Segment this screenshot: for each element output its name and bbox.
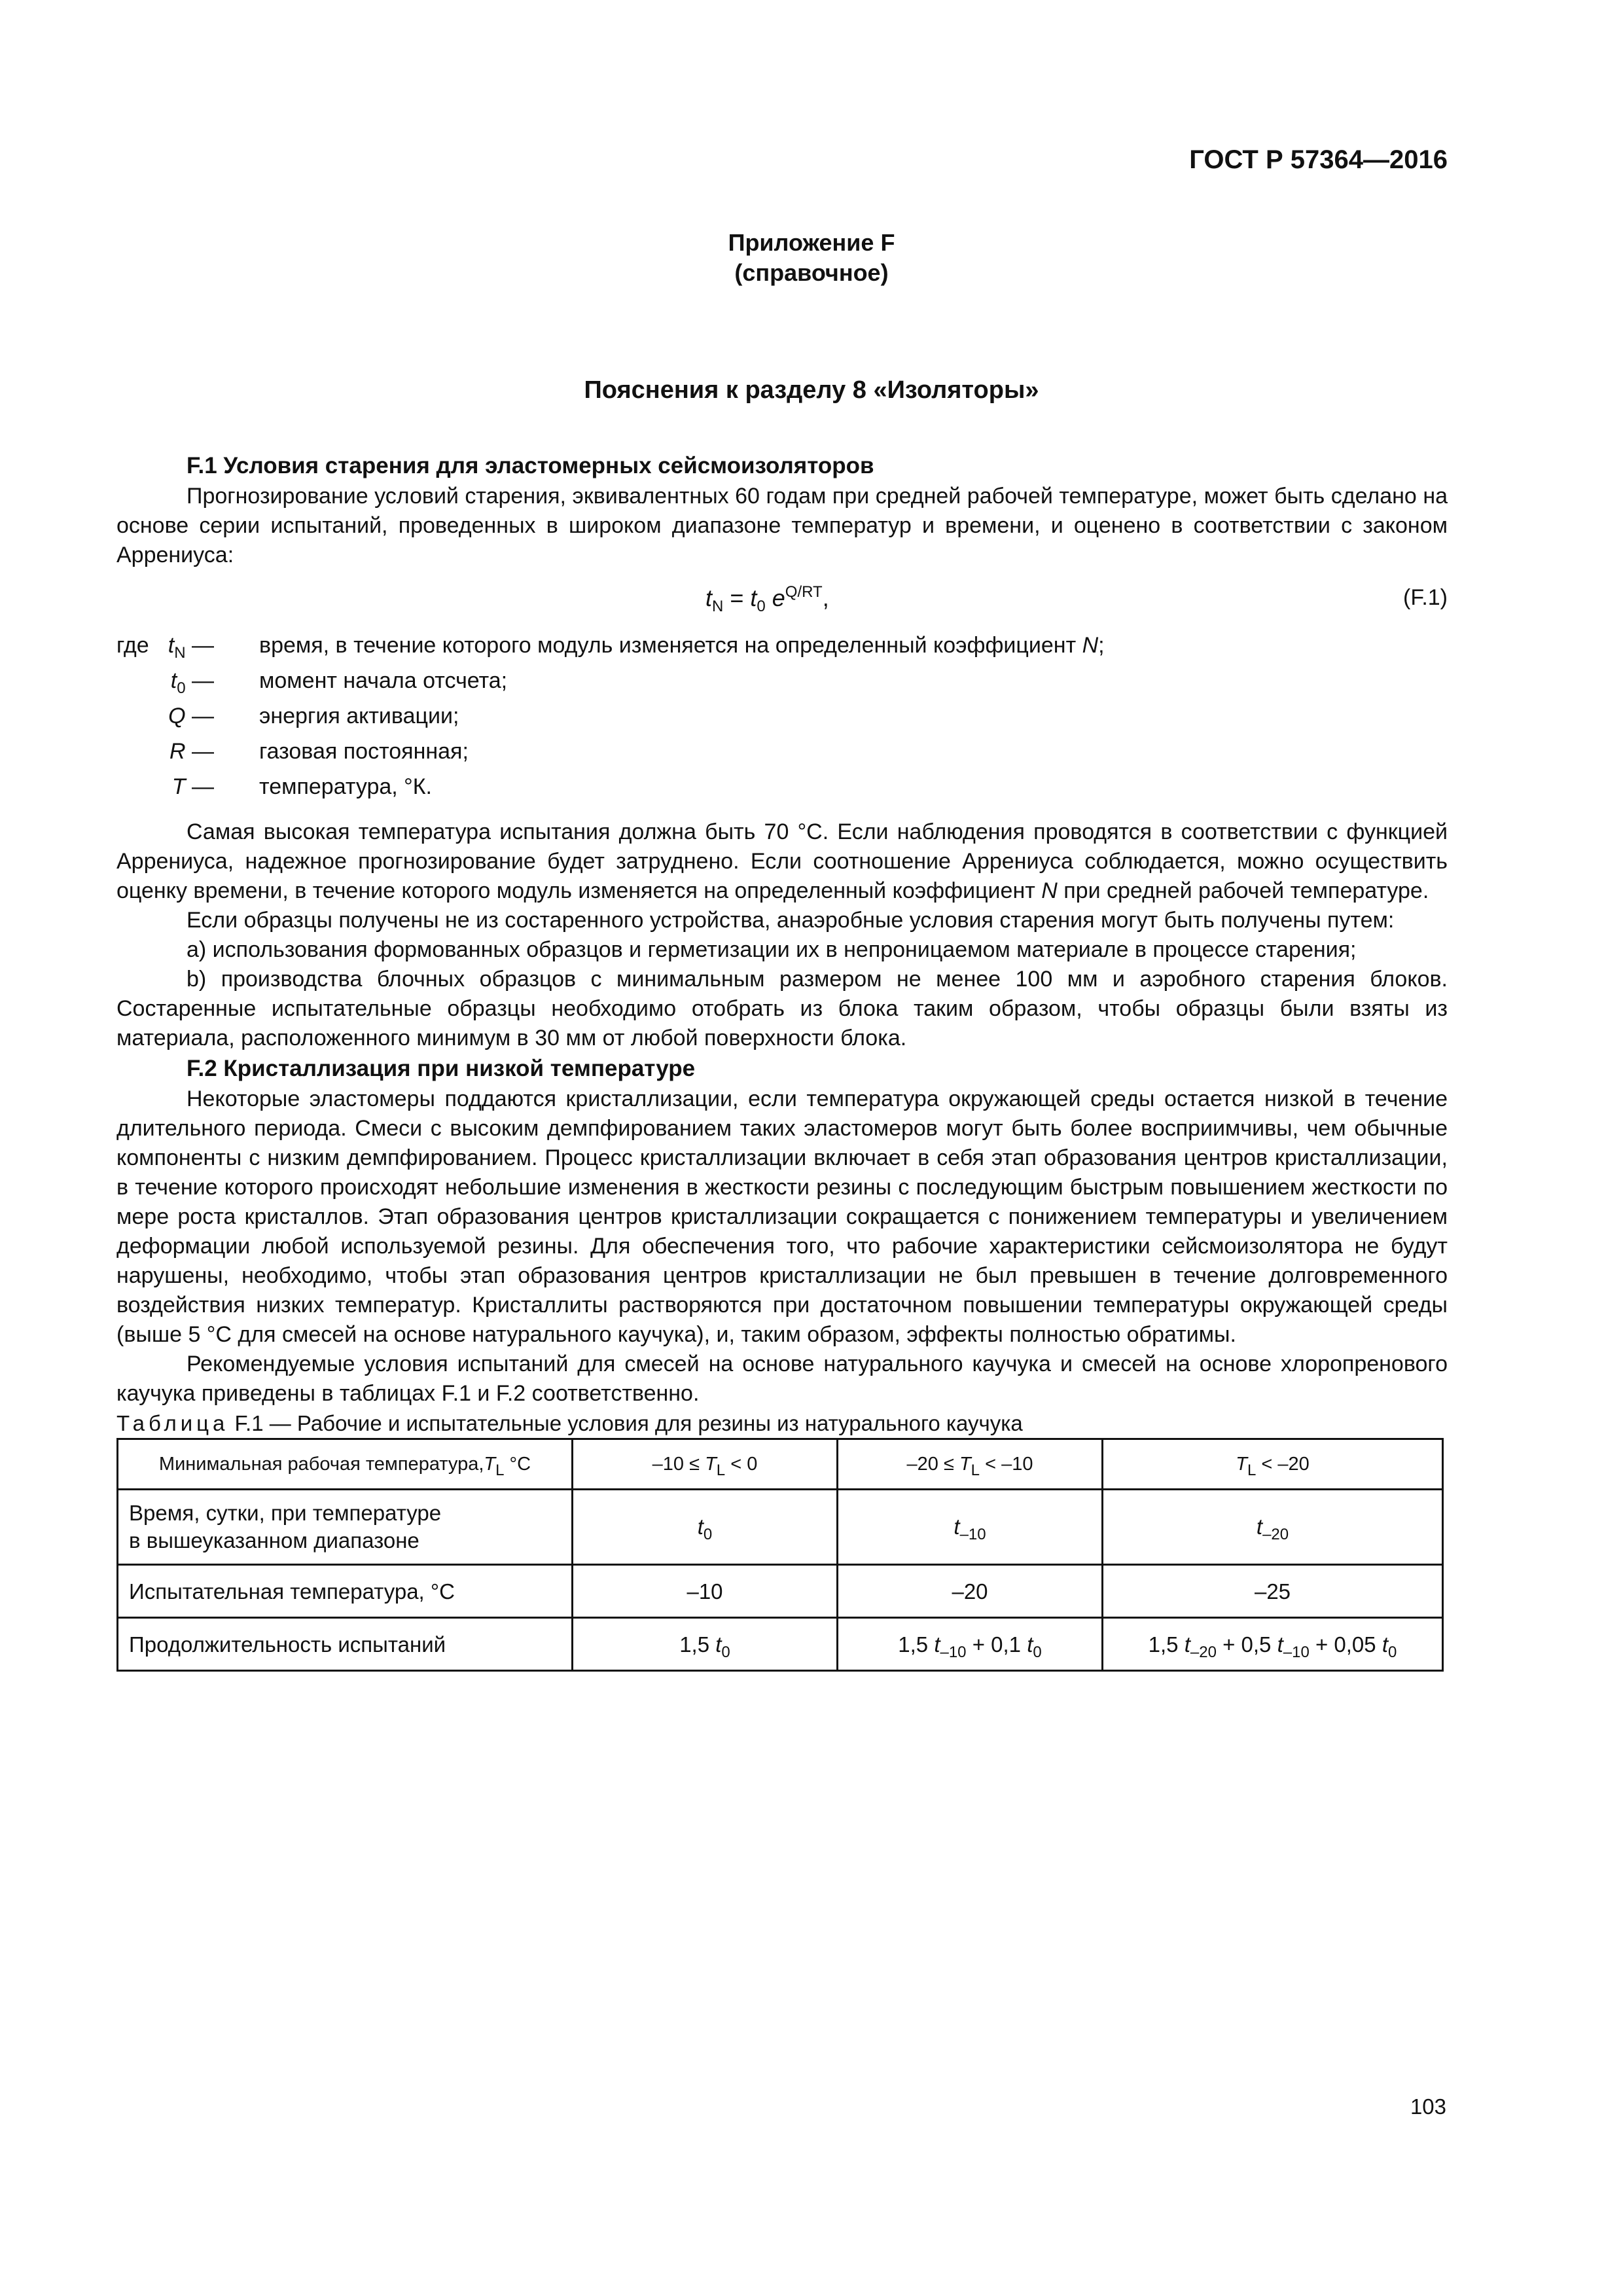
arrhenius-formula: $t_N = t_0$ $e^{Q/RT}$, (705, 583, 829, 615)
f1-heading: F.1 Условия старения для эластомерных сейсмоизоляторов (187, 453, 874, 478)
where-label: где (116, 633, 149, 658)
header-cell-range-3: $T_L < -20$ (1103, 1439, 1443, 1490)
table-row-time (118, 1490, 1443, 1565)
f1-paragraph-3: Если образцы получены не из состаренного устройства, анаэробные условия старения могут быть получены путем: (187, 908, 1395, 933)
formula-number: (F.1) (1403, 585, 1448, 610)
table-row-test-temperature (118, 1565, 1443, 1618)
formula-f1 (116, 574, 1448, 625)
definition-symbol: T — (171, 774, 214, 799)
f2-paragraph-2: Рекомендуемые условия испытаний для смесей на основе натурального каучука и смесей на основе хлоропренового каучука приведены в таблицах F.1 и F.2 соответственно. (116, 1352, 1448, 1406)
variable-definitions (116, 628, 1448, 804)
cell-temp-1: –10 (573, 1565, 838, 1618)
appendix-heading (0, 228, 1623, 288)
table-header-row (118, 1439, 1443, 1490)
f1-list-item-a: a) использования формованных образцов и герметизации их в непроницаемом материале в процессе старения; (187, 937, 1357, 962)
cell-temp-3: –25 (1103, 1565, 1443, 1618)
definition-text: энергия активации; (259, 704, 459, 728)
conditions-table (116, 1438, 1444, 1672)
cell-time-2: $t_{-10}$ (838, 1490, 1103, 1565)
definition-row (116, 628, 1448, 663)
definition-text: время, в течение которого модуль изменяется на определенный коэффициент N; (259, 633, 1105, 658)
definition-row (116, 769, 1448, 804)
page-number: 103 (1410, 2094, 1446, 2119)
header-cell-range-1: $-10 \le T_L < 0$ (573, 1439, 838, 1490)
cell-duration-1: 1,5 $t_0$ (573, 1618, 838, 1671)
cell-temp-2: –20 (838, 1565, 1103, 1618)
cell-duration-3: 1,5 $t_{-20} + 0,5$ $t_{-10} + 0,05$ $t_0$ (1103, 1618, 1443, 1671)
row-label-test-temperature: Испытательная температура, °С (118, 1565, 573, 1618)
f2-paragraph-1: Некоторые эластомеры поддаются кристаллизации, если температура окружающей среды остается низкой в течение длительного периода. Смеси с высоким демпфированием таких эластомеров могут быть более восприимчивы, чем обычные компоненты с низким демпфированием. Процесс кристаллизации включает в себя этап образования центров кристаллизации, в течение которого происходят небольшие изменения в жесткости резины с последующим быстрым повышением жесткости по мере роста кристаллов. Этап образования центров кристаллизации сокращается с понижением температуры и увеличением деформации любой используемой резины. Для обеспечения того, что рабочие характеристики сейсмоизолятора не будут нарушены, необходимо, чтобы этап образования центров кристаллизации не был превышен в течение долговременного воздействия низких температур. Кристаллиты растворяются при достаточном повышении температуры окружающей среды (выше 5 °С для смесей на основе натурального каучука), и, таким образом, эффекты полностью обратимы. (116, 1086, 1448, 1347)
definition-text: газовая постоянная; (259, 739, 469, 764)
f1-list-item-b: b) производства блочных образцов с минимальным размером не менее 100 мм и аэробного старения блоков. Состаренные испытательные образцы необходимо отобрать из блока таким образом, чтобы образцы были взяты из материала, расположенного минимум в 30 мм от любой поверхности блока. (116, 967, 1448, 1050)
definition-symbol: R — (169, 739, 214, 764)
cell-time-3: $t_{-20}$ (1103, 1490, 1443, 1565)
document-body (116, 450, 1448, 1672)
definition-row (116, 663, 1448, 698)
definition-text: момент начала отсчета; (259, 668, 508, 693)
appendix-subtitle: (справочное) (734, 259, 889, 286)
definition-symbol: Q — (168, 704, 214, 728)
header-cell-range-2: $-20 \le T_L < -10$ (838, 1439, 1103, 1490)
standard-code: ГОСТ Р 57364—2016 (1189, 145, 1448, 174)
definition-row (116, 698, 1448, 734)
table-row-duration (118, 1618, 1443, 1671)
f2-heading: F.2 Кристаллизация при низкой температуре (187, 1056, 696, 1081)
f1-paragraph-1: Прогнозирование условий старения, эквивалентных 60 годам при средней рабочей температуре, может быть сделано на основе серии испытаний, проведенных в широком диапазоне температур и времени, и оценено в соответствии с законом Аррениуса: (116, 484, 1448, 567)
definition-text: температура, °К. (259, 774, 432, 799)
row-label-time: Время, сутки, при температуре в вышеуказанном диапазоне (118, 1490, 573, 1565)
definition-symbol: $t_0$ — (170, 668, 214, 697)
definition-row (116, 734, 1448, 769)
table-caption: Таблица F.1 — Рабочие и испытательные условия для резины из натурального каучука (116, 1411, 1023, 1435)
cell-time-1: $t_0$ (573, 1490, 838, 1565)
row-label-duration: Продолжительность испытаний (118, 1618, 573, 1671)
section-title: Пояснения к разделу 8 «Изоляторы» (584, 376, 1039, 404)
f1-paragraph-2: Самая высокая температура испытания должна быть 70 °С. Если наблюдения проводятся в соответствии с функцией Аррениуса, надежное прогнозирование будет затруднено. Если соотношение Аррениуса соблюдается, можно осуществить оценку времени, в течение которого модуль изменяется на определенный коэффициент N при средней рабочей температуре. (116, 819, 1448, 903)
header-cell-label: Минимальная рабочая $температура,T_L$ °С (118, 1439, 573, 1490)
appendix-title: Приложение F (728, 229, 895, 256)
definition-symbol: $t_N$ — (168, 633, 214, 662)
cell-duration-2: 1,5 $t_{-10} + 0,1$ $t_0$ (838, 1618, 1103, 1671)
